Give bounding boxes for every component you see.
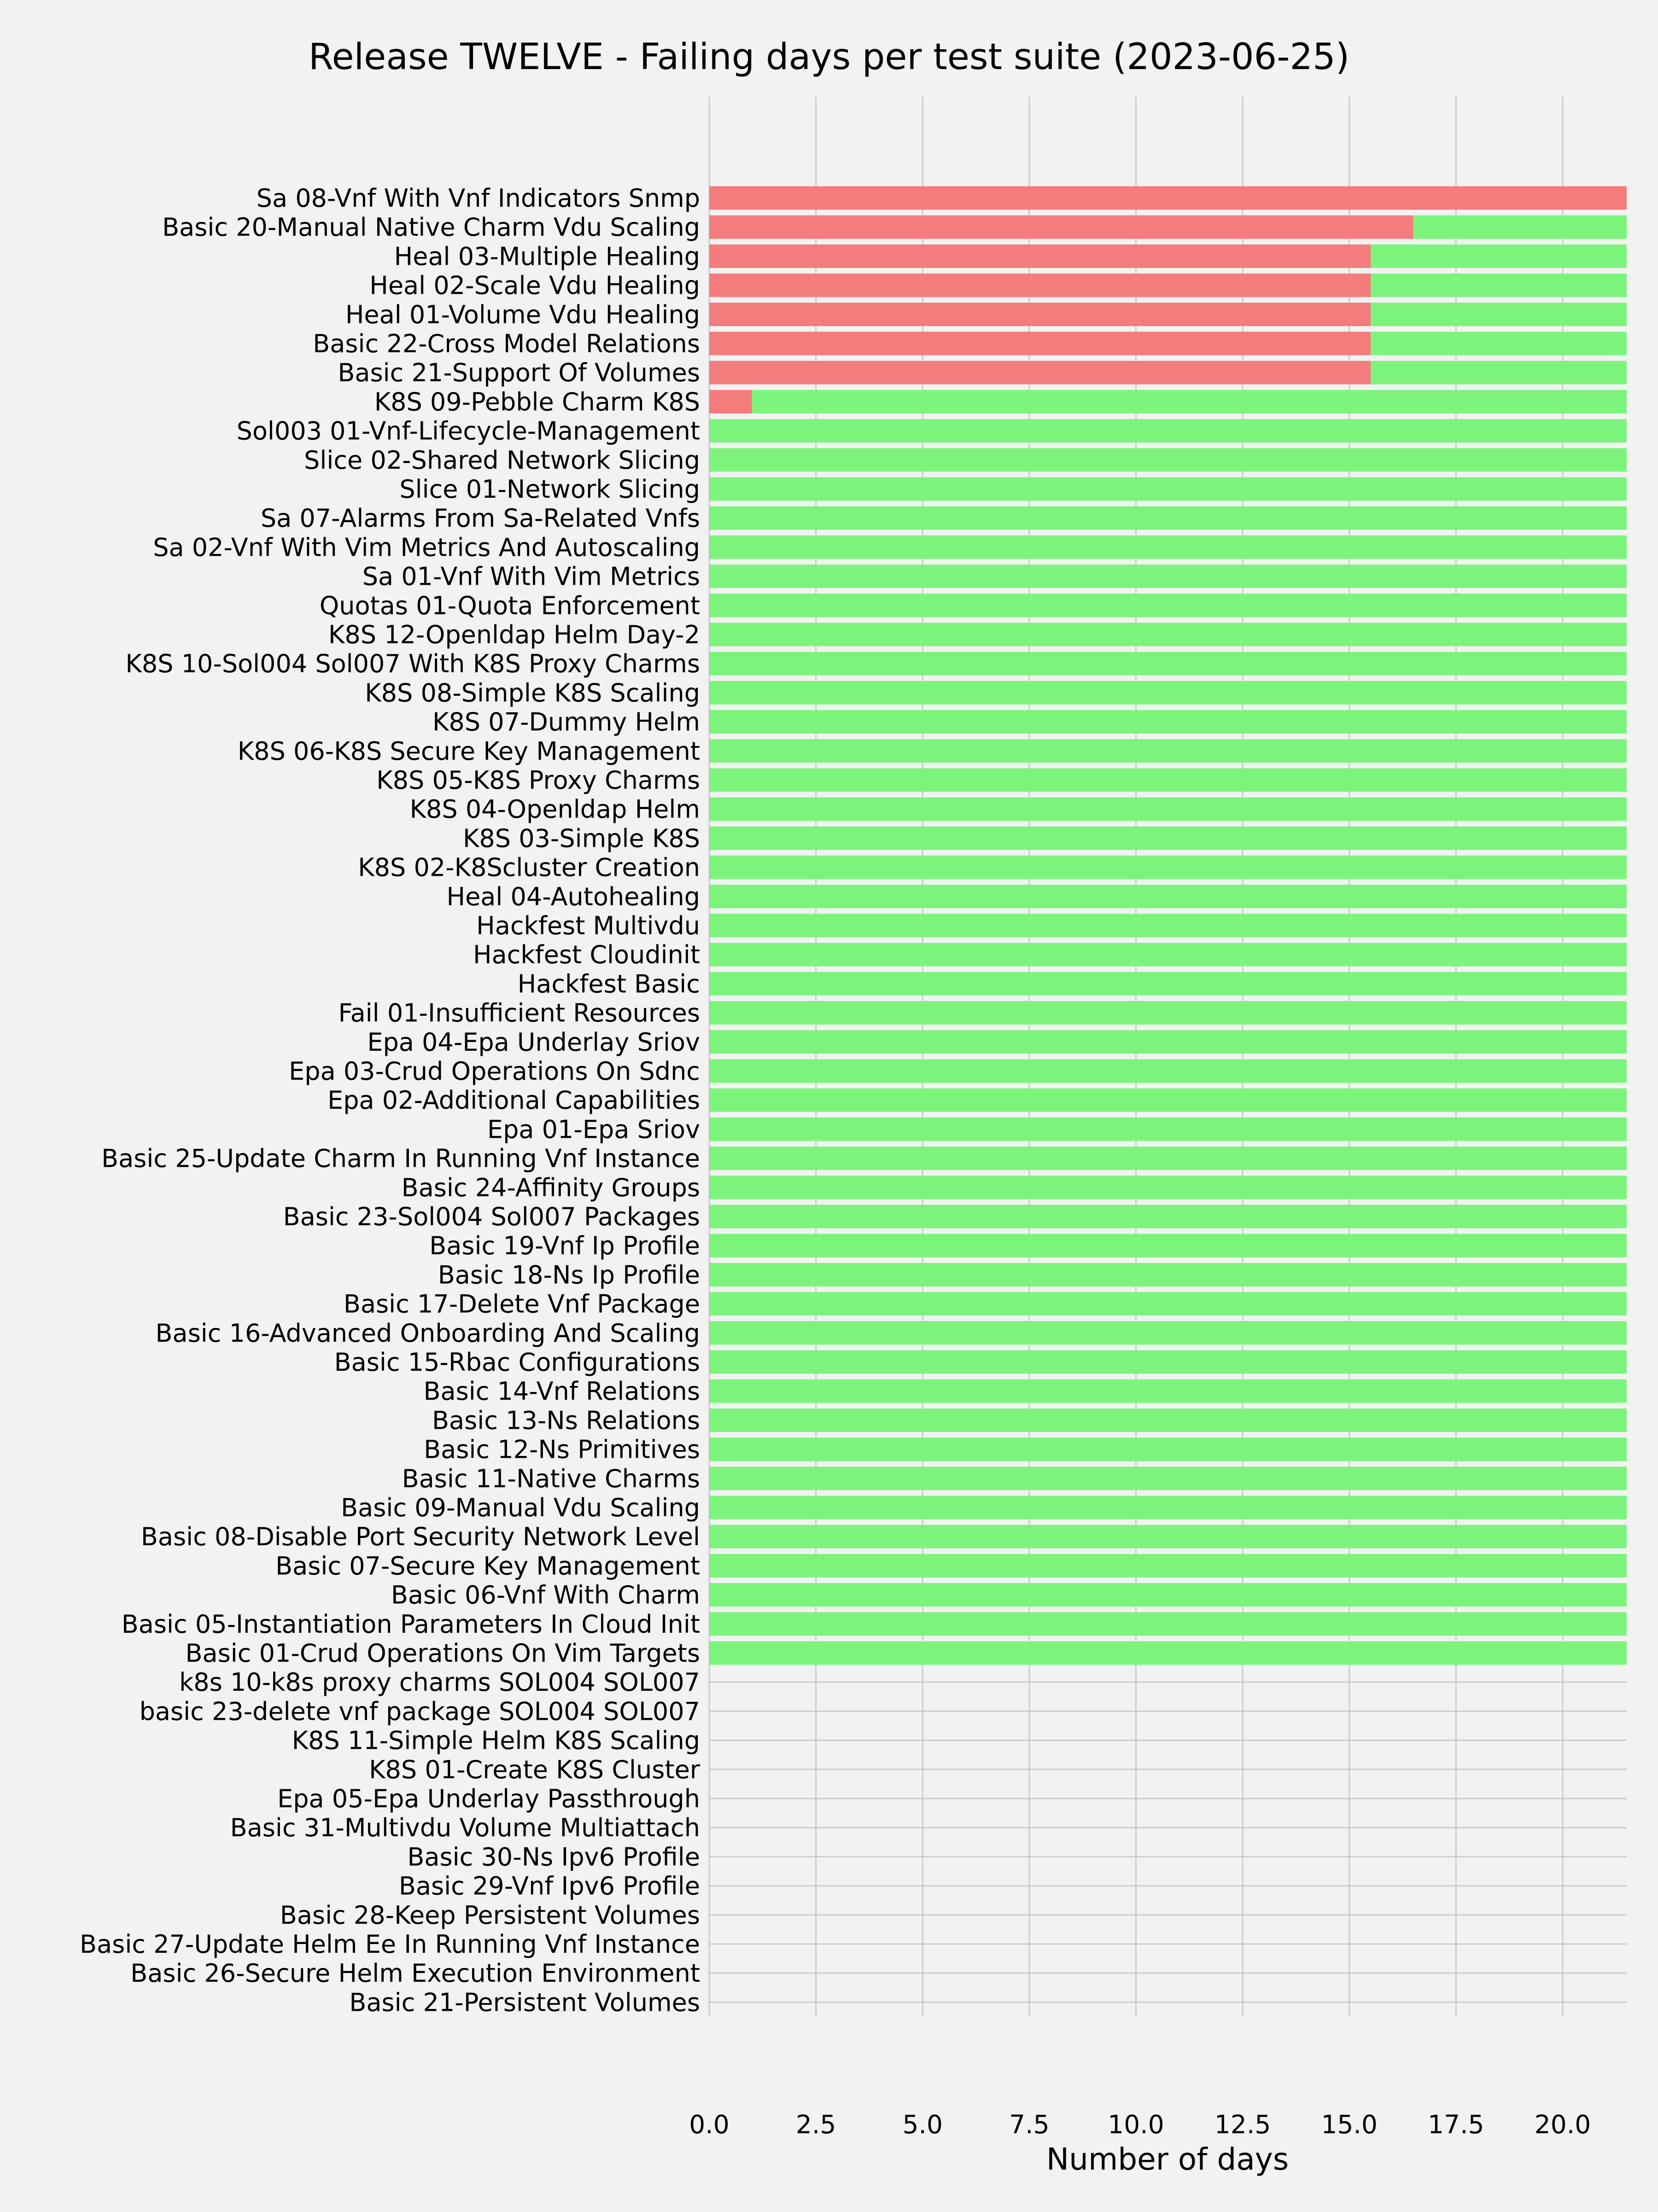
bar-passing-days [709, 565, 1627, 588]
category-label: Hackfest Basic [517, 969, 700, 999]
bar-passing-days [709, 1001, 1627, 1025]
bar-passing-days [709, 1089, 1627, 1112]
bar-passing-days [709, 623, 1627, 646]
bar-passing-days [709, 1292, 1627, 1316]
bar-passing-days [709, 419, 1627, 442]
x-tick-label: 0.0 [689, 2110, 730, 2139]
bar-passing-days [709, 797, 1627, 821]
bar-failing-days [709, 361, 1371, 384]
bar-failing-days [709, 303, 1371, 326]
bar-passing-days [709, 1118, 1627, 1141]
category-label: Fail 01-Insufficient Resources [338, 998, 700, 1028]
category-label: K8S 11-Simple Helm K8S Scaling [292, 1726, 700, 1755]
x-tick-label: 15.0 [1321, 2110, 1378, 2139]
bar-passing-days [752, 390, 1627, 413]
bar-failing-days [709, 244, 1371, 268]
category-label: Slice 01-Network Slicing [399, 475, 700, 504]
bar-passing-days [709, 768, 1627, 792]
category-label: Epa 03-Crud Operations On Sdnc [289, 1057, 700, 1086]
category-label: Basic 21-Persistent Volumes [349, 1988, 700, 2017]
category-label: K8S 03-Simple K8S [462, 824, 700, 853]
bar-passing-days [1371, 332, 1627, 355]
category-label: Basic 14-Vnf Relations [423, 1377, 700, 1406]
bar-passing-days [709, 1321, 1627, 1345]
bar-passing-days [709, 739, 1627, 763]
category-label: Basic 20-Manual Native Charm Vdu Scaling [162, 213, 700, 242]
category-label: Basic 21-Support Of Volumes [338, 358, 700, 388]
x-tick-label: 10.0 [1108, 2110, 1164, 2139]
bar-passing-days [709, 710, 1627, 733]
category-label: Heal 04-Autohealing [446, 882, 700, 911]
category-label: Basic 27-Update Helm Ee In Running Vnf Instance [80, 1930, 700, 1959]
x-tick-label: 5.0 [902, 2110, 943, 2139]
category-label: K8S 04-Openldap Helm [409, 795, 700, 824]
category-label: Hackfest Multivdu [476, 911, 700, 940]
category-label: Epa 02-Additional Capabilities [327, 1086, 700, 1115]
category-label: Basic 19-Vnf Ip Profile [429, 1231, 700, 1261]
category-label: Heal 03-Multiple Healing [394, 242, 700, 271]
bar-passing-days [709, 827, 1627, 850]
bar-failing-days [709, 332, 1371, 355]
bar-passing-days [709, 652, 1627, 675]
category-label: K8S 08-Simple K8S Scaling [365, 678, 700, 708]
bars [709, 186, 1627, 1665]
bar-passing-days [1371, 274, 1627, 297]
category-label: Basic 07-Secure Key Management [275, 1551, 700, 1581]
category-label: Basic 25-Update Charm In Running Vnf Instance [101, 1144, 700, 1173]
category-label: Sol003 01-Vnf-Lifecycle-Management [236, 416, 700, 446]
bar-passing-days [709, 1350, 1627, 1374]
bar-passing-days [1371, 303, 1627, 326]
bar-passing-days [709, 681, 1627, 704]
bar-passing-days [709, 536, 1627, 559]
bar-failing-days [709, 215, 1413, 239]
bar-passing-days [709, 1467, 1627, 1490]
bar-passing-days [709, 856, 1627, 879]
x-axis-label: Number of days [1046, 2142, 1289, 2177]
category-label: Basic 28-Keep Persistent Volumes [280, 1900, 700, 1930]
bar-passing-days [709, 885, 1627, 908]
x-tick-label: 2.5 [795, 2110, 836, 2139]
category-label: Quotas 01-Quota Enforcement [319, 591, 700, 620]
bar-passing-days [709, 594, 1627, 617]
bar-passing-days [1413, 215, 1627, 239]
x-tick-label: 7.5 [1009, 2110, 1050, 2139]
bar-passing-days [709, 1612, 1627, 1636]
bar-passing-days [709, 1263, 1627, 1286]
category-label: Basic 12-Ns Primitives [424, 1435, 700, 1464]
category-label: Basic 30-Ns Ipv6 Profile [407, 1842, 700, 1872]
category-label: Basic 31-Multivdu Volume Multiattach [230, 1813, 700, 1843]
category-label: Basic 17-Delete Vnf Package [343, 1289, 700, 1319]
category-label: Basic 18-Ns Ip Profile [438, 1260, 700, 1290]
bar-passing-days [709, 1409, 1627, 1432]
bar-passing-days [709, 972, 1627, 995]
bar-passing-days [709, 1234, 1627, 1257]
category-label: K8S 09-Pebble Charm K8S [374, 387, 700, 417]
bar-failing-days [709, 274, 1371, 297]
bar-passing-days [709, 1554, 1627, 1578]
bar-passing-days [709, 943, 1627, 966]
bar-passing-days [1371, 244, 1627, 268]
bar-passing-days [709, 1030, 1627, 1054]
category-label: Slice 02-Shared Network Slicing [304, 445, 700, 475]
bar-failing-days [709, 390, 752, 413]
bar-passing-days [709, 1176, 1627, 1199]
category-label: Basic 01-Crud Operations On Vim Targets [185, 1639, 700, 1668]
category-label: Basic 06-Vnf With Charm [391, 1580, 700, 1610]
bar-passing-days [709, 506, 1627, 530]
category-label: Basic 23-Sol004 Sol007 Packages [283, 1202, 700, 1231]
category-label: k8s 10-k8s proxy charms SOL004 SOL007 [179, 1668, 700, 1697]
category-label: Hackfest Cloudinit [473, 940, 700, 970]
category-label: Heal 01-Volume Vdu Healing [345, 300, 700, 329]
category-label: Sa 01-Vnf With Vim Metrics [362, 562, 700, 591]
category-label: Epa 05-Epa Underlay Passthrough [277, 1784, 700, 1813]
category-label: Epa 01-Epa Sriov [487, 1115, 700, 1144]
bar-passing-days [709, 1380, 1627, 1403]
bar-passing-days [709, 1438, 1627, 1461]
category-label: Basic 24-Affinity Groups [401, 1173, 700, 1202]
bar-passing-days [709, 914, 1627, 937]
category-label: K8S 06-K8S Secure Key Management [237, 736, 700, 766]
category-label: Basic 29-Vnf Ipv6 Profile [398, 1871, 700, 1901]
category-label: Basic 16-Advanced Onboarding And Scaling [155, 1318, 700, 1348]
category-label: Epa 04-Epa Underlay Sriov [367, 1027, 700, 1057]
category-label: Sa 02-Vnf With Vim Metrics And Autoscaling [153, 533, 700, 562]
category-label: Heal 02-Scale Vdu Healing [369, 271, 700, 300]
category-label: K8S 01-Create K8S Cluster [369, 1755, 700, 1784]
bar-passing-days [709, 1205, 1627, 1228]
category-label: K8S 12-Openldap Helm Day-2 [328, 620, 700, 649]
bar-passing-days [709, 1147, 1627, 1170]
category-label: Basic 09-Manual Vdu Scaling [341, 1493, 700, 1522]
category-label: K8S 02-K8Scluster Creation [358, 853, 700, 882]
x-tick-label: 12.5 [1214, 2110, 1271, 2139]
bar-failing-days [709, 186, 1627, 210]
category-label: Basic 26-Secure Helm Execution Environment [130, 1959, 700, 1988]
category-label: Basic 11-Native Charms [402, 1464, 700, 1493]
x-tick-label: 17.5 [1428, 2110, 1484, 2139]
x-tick-labels [689, 2110, 1591, 2139]
category-label: Basic 05-Instantiation Parameters In Cloud Init [121, 1609, 700, 1639]
category-label: K8S 05-K8S Proxy Charms [376, 766, 700, 795]
bar-passing-days [709, 477, 1627, 501]
bar-passing-days [709, 1496, 1627, 1519]
category-label: Basic 22-Cross Model Relations [313, 329, 700, 358]
category-label: Basic 15-Rbac Configurations [334, 1348, 700, 1377]
chart-title: Release TWELVE - Failing days per test suite (2023-06-25) [308, 36, 1350, 78]
bar-passing-days [709, 1642, 1627, 1665]
category-label: K8S 07-Dummy Helm [432, 707, 700, 737]
bar-passing-days [709, 1583, 1627, 1607]
bar-passing-days [709, 1525, 1627, 1548]
category-label: Basic 13-Ns Relations [432, 1406, 700, 1435]
category-label: basic 23-delete vnf package SOL004 SOL007 [139, 1697, 700, 1726]
x-tick-label: 20.0 [1534, 2110, 1591, 2139]
bar-passing-days [1371, 361, 1627, 384]
category-label: K8S 10-Sol004 Sol007 With K8S Proxy Charms [125, 649, 700, 679]
bar-passing-days [709, 1059, 1627, 1083]
category-label: Sa 07-Alarms From Sa-Related Vnfs [260, 504, 700, 533]
category-label: Basic 08-Disable Port Security Network Level [140, 1522, 700, 1552]
category-label: Sa 08-Vnf With Vnf Indicators Snmp [256, 184, 700, 213]
bar-passing-days [709, 448, 1627, 472]
